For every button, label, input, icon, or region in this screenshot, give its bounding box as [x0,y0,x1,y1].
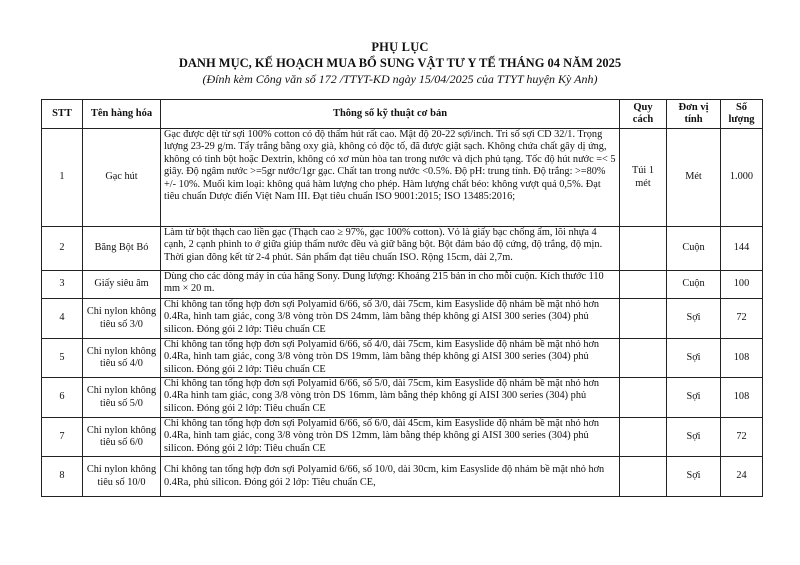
row-packing [620,227,667,271]
row-quantity: 100 [721,271,763,299]
document-title: DANH MỤC, KẾ HOẠCH MUA BỔ SUNG VẬT TƯ Y TẾ THÁNG 04 NĂM 2025 [178,56,622,70]
row-stt: 3 [42,271,83,299]
row-unit: Cuộn [667,271,721,299]
row-quantity: 1.000 [721,129,763,227]
row-quantity: 24 [721,457,763,497]
row-item-name: Chỉ nylon không tiêu số 3/0 [83,299,161,339]
column-header-unit: Đơn vị tính [667,100,721,129]
row-specification: Gạc được dệt từ sợi 100% cotton có độ thấm hút rất cao. Mật độ 20-22 sợi/inch. Tri số sợi CD 32/1. Trọng lượng 23-29 g/m. Tẩy trắng bằng oxy già, không có độc tố, đã được giặt sạch. Không chứa chất gây dị ứng, không có tinh bột hoặc Dextrin, không có xơ mùn hòa tan trong nước và dịch phủ tạng. Tốc độ hút nước =< 5 giây. Độ ngâm nước >=5gr nước/1gr gạc. Chất tan trong nước <0.5%. Độ pH: trung tính. Độ trắng: >=80% +/- 10%. Muối kim loại: không quá hàm lượng cho phép. Hàm lượng chất béo: không vượt quá 0,5%. Đạt tiêu chuẩn Dược điển Việt Nam III. Đạt tiêu chuẩn ISO 9001:2015; ISO 13485:2016; [161,129,620,227]
table-row [42,299,763,339]
row-quantity: 144 [721,227,763,271]
column-header-packing: Quy cách [620,100,667,129]
row-packing [620,457,667,497]
row-item-name: Giấy siêu âm [83,271,161,299]
row-stt: 4 [42,299,83,339]
column-header-item-name: Tên hàng hóa [83,100,161,129]
row-packing [620,271,667,299]
row-item-name: Chỉ nylon không tiêu số 10/0 [83,457,161,497]
row-stt: 2 [42,227,83,271]
row-packing [620,339,667,378]
row-unit: Mét [667,129,721,227]
table-header-row [42,100,763,129]
table-row [42,129,763,227]
column-header-quantity: Số lượng [721,100,763,129]
table-row [42,457,763,497]
row-stt: 7 [42,418,83,457]
row-quantity: 72 [721,299,763,339]
table-row [42,271,763,299]
row-packing: Túi 1 mét [620,129,667,227]
table-row [42,378,763,418]
row-stt: 1 [42,129,83,227]
row-item-name: Chỉ nylon không tiêu số 6/0 [83,418,161,457]
row-unit: Sợi [667,299,721,339]
row-unit: Sợi [667,418,721,457]
row-item-name: Gạc hút [83,129,161,227]
row-specification: Chỉ không tan tổng hợp đơn sợi Polyamid 6/66, số 10/0, dài 30cm, kim Easyslide độ nhám bề mặt nhỏ hơn 0.4Ra, phủ silicon. Đóng gói 2 lớp: Tiêu chuẩn CE, [161,457,620,497]
row-specification: Chỉ không tan tổng hợp đơn sợi Polyamid 6/66, số 6/0, dài 45cm, kim Easyslide độ nhám bề mặt nhỏ hơn 0.4Ra, hình tam giác, cong 3/8 vòng tròn DS 12mm, làm bằng thép không gỉ AISI 300 series (304) phủ silicon. Đóng gói 2 lớp: Tiêu chuẩn CE [161,418,620,457]
row-unit: Sợi [667,457,721,497]
row-item-name: Chỉ nylon không tiêu số 4/0 [83,339,161,378]
row-stt: 5 [42,339,83,378]
row-quantity: 108 [721,378,763,418]
row-quantity: 108 [721,339,763,378]
table-row [42,418,763,457]
column-header-specification: Thông số kỹ thuật cơ bản [161,100,620,129]
row-specification: Chỉ không tan tổng hợp đơn sợi Polyamid 6/66, số 3/0, dài 75cm, kim Easyslide độ nhám bề mặt nhỏ hơn 0.4Ra, hình tam giác, cong 3/8 vòng tròn DS 24mm, làm bằng thép không gỉ AISI 300 series (304) phủ silicon. Đóng gói 2 lớp: Tiêu chuẩn CE [161,299,620,339]
row-specification: Chỉ không tan tổng hợp đơn sợi Polyamid 6/66, số 4/0, dài 75cm, kim Easyslide độ nhám bề mặt nhỏ hơn 0.4Ra, hình tam giác, cong 3/8 vòng tròn DS 19mm, làm bằng thép không gỉ AISI 300 series (304) phủ silicon. Đóng gói 2 lớp: Tiêu chuẩn CE [161,339,620,378]
document-subtitle: (Đính kèm Công văn số 172 /TTYT-KD ngày 15/04/2025 của TTYT huyện Kỳ Anh) [202,72,598,86]
supply-table [41,99,763,497]
column-header-stt: STT [42,100,83,129]
row-item-name: Chỉ nylon không tiêu số 5/0 [83,378,161,418]
row-packing [620,299,667,339]
row-specification: Chỉ không tan tổng hợp đơn sợi Polyamid 6/66, số 5/0, dài 75cm, kim Easyslide độ nhám bề mặt nhỏ hơn 0.4Ra hình tam giác, cong 3/8 vòng tròn DS 16mm, làm bằng thép không gỉ AISI 300 series (304) phủ silicon. Đóng gói 2 lớp: Tiêu chuẩn CE [161,378,620,418]
table-row [42,227,763,271]
row-unit: Cuộn [667,227,721,271]
appendix-title: PHỤ LỤC [371,40,429,54]
row-item-name: Băng Bột Bó [83,227,161,271]
row-packing [620,378,667,418]
row-stt: 6 [42,378,83,418]
row-packing [620,418,667,457]
row-stt: 8 [42,457,83,497]
row-specification: Làm từ bột thạch cao liền gạc (Thạch cao ≥ 97%, gạc 100% cotton). Vỏ là giấy bạc chống ẩm, lõi nhựa 4 cạnh, 2 cạnh phình to ở giữa giúp thấm nước đều và giữ băng bột. Bột đảm bảo độ cứng, độ trắng, độ mịn. Thời gian đông kết từ 2-4 phút. Sản phẩm đạt tiêu chuẩn ISO. Rộng 15cm, dài 2,7m. [161,227,620,271]
row-specification: Dùng cho các dòng máy in của hãng Sony. Dung lượng: Khoảng 215 bản in cho mỗi cuộn. Kích thước 110 mm × 20 m. [161,271,620,299]
table-row [42,339,763,378]
row-quantity: 72 [721,418,763,457]
row-unit: Sợi [667,378,721,418]
row-unit: Sợi [667,339,721,378]
